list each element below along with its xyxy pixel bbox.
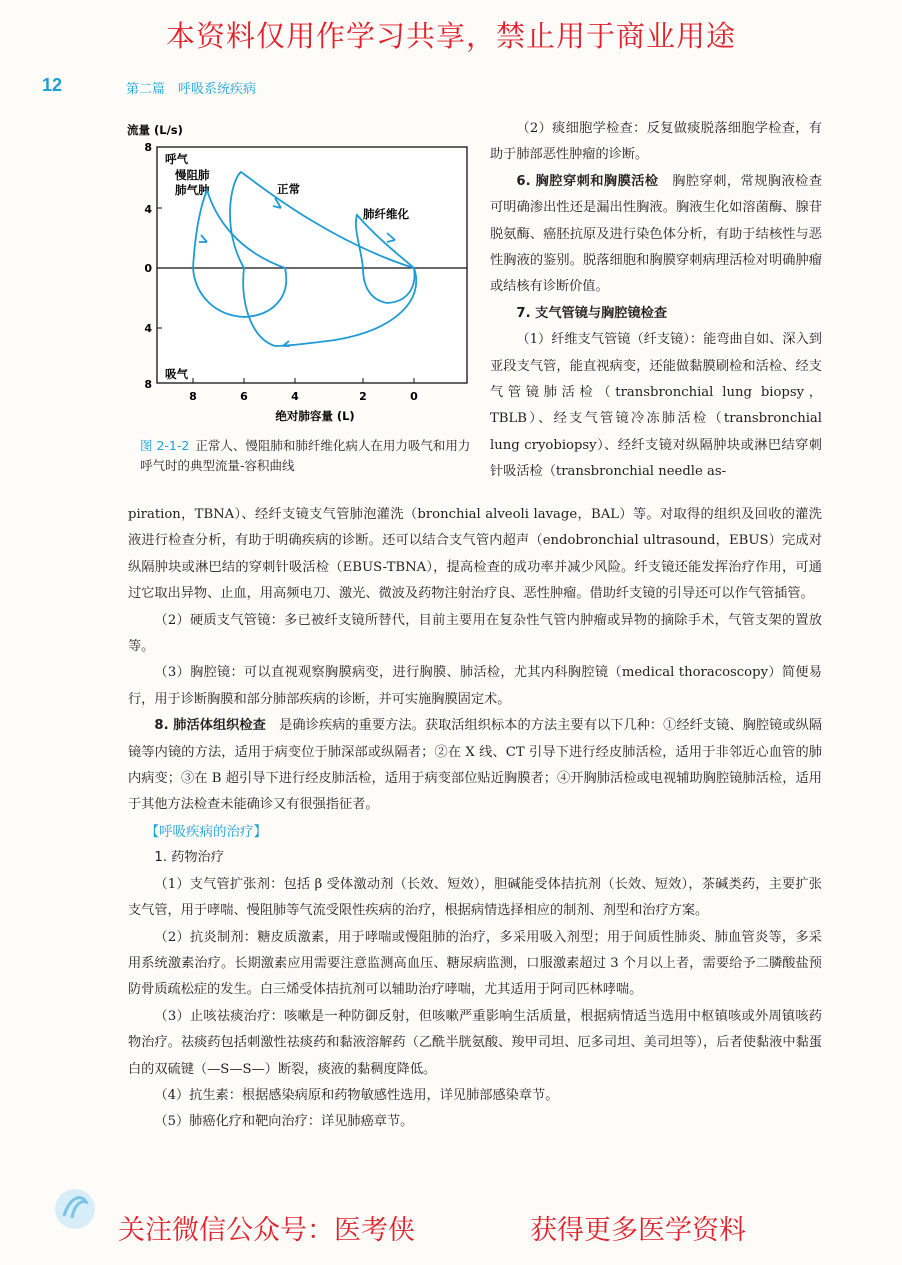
label-inspire: 吸气: [165, 367, 188, 381]
paragraph-tbna: piration，TBNA）、经纤支镜支气管肺泡灌洗（bronchial alveoli lavage，BAL）等。对取得的组织及回收的灌洗液进行检查分析，有助于明确疾病的诊断。还可以结合支气管内超声（endobronchial ultrasound，EBUS）完成对纵隔肿块或淋巴结的穿刺针吸活检（EBUS-TBNA），提高检查的成功率并减少风险。纤支镜还能发挥治疗作用，可通过它取出异物、止血，用高频电刀、激光、微波及药物注射治疗良、恶性肿瘤。借助纤支镜的引导还可以作气管插管。: [128, 507, 822, 602]
caption-text: 正常人、慢阻肺和肺纤维化病人在用力吸气和用力呼气时的典型流量-容积曲线: [140, 438, 471, 473]
watermark-bottom-right: 获得更多医学资料: [530, 1215, 746, 1246]
paragraph-thoracoscope: （3）胸腔镜：可以直视观察胸膜病变，进行胸膜、肺活检，尤其内科胸腔镜（medical thoracoscopy）简便易行，用于诊断胸膜和部分肺部疾病的诊断，并可实施胸膜固定术。: [128, 665, 822, 707]
y-tick-4-top: 4: [144, 203, 152, 216]
flow-volume-chart: [125, 120, 485, 430]
treatment-item-4: （4）抗生素：根据感染病原和药物敏感性选用，详见肺部感染章节。: [154, 1087, 559, 1103]
heading-6: 6. 胸腔穿刺和胸膜活检: [516, 173, 659, 189]
y-tick-8-top: 8: [144, 141, 152, 154]
paragraph-sputum: （2）痰细胞学检查：反复做痰脱落细胞学检查，有助于肺部恶性肿瘤的诊断。: [490, 121, 822, 163]
paragraph-biopsy: [128, 713, 822, 819]
treatment-item-5: （5）肺癌化疗和靶向治疗：详见肺癌章节。: [154, 1114, 414, 1130]
running-head: 第二篇 呼吸系统疾病: [126, 82, 257, 97]
paragraph-biopsy-text: 是确诊疾病的重要方法。获取活组织标本的方法主要有以下几种：①经纤支镜、胸腔镜或纵隔镜等内镜的方法，适用于病变位于肺深部或纵隔者；②在 X 线、CT 引导下进行经皮肺活检，适用于非邻近心血管的肺内病变；③在 B 超引导下进行经皮肺活检，适用于病变部位贴近胸膜者；④开胸肺活检或电视辅助胸腔镜肺活检，适用于其他方法检查未能确诊又有很强指征者。: [128, 718, 823, 813]
heading-8: 8. 肺活体组织检查: [154, 718, 266, 734]
paragraph-thoracentesis: [490, 169, 822, 301]
publisher-logo: [52, 1186, 98, 1232]
caption-number: 图 2-1-2: [140, 438, 190, 453]
treatment-item-3: （3）止咳祛痰治疗：咳嗽是一种防御反射，但咳嗽严重影响生活质量，根据病情适当选用中枢镇咳或外周镇咳药物治疗。祛痰药包括刺激性祛痰药和黏液溶解药（乙酰半胱氨酸、羧甲司坦、厄多司坦、美司坦等），后者使黏液中黏蛋白的双硫键（—S—S—）断裂，痰液的黏稠度降低。: [128, 1008, 822, 1077]
label-expire: 呼气: [165, 152, 188, 166]
main-text: [128, 502, 822, 1136]
watermark-top: 本资料仅用作学习共享，禁止用于商业用途: [165, 19, 736, 53]
x-tick-8: 8: [189, 390, 197, 403]
drug-therapy-heading: 1. 药物治疗: [154, 850, 224, 866]
label-copd: 慢阻肺: [175, 168, 210, 182]
x-tick-0: 0: [410, 390, 418, 403]
figure-caption: [140, 436, 480, 476]
treatment-item-1: （1）支气管扩张剂：包括 β 受体激动剂（长效、短效），胆碱能受体拮抗剂（长效、短效），茶碱类药，主要扩张支气管，用于哮喘、慢阻肺等气流受限性疾病的治疗，根据病情选择相应的制剂、剂型和治疗方案。: [128, 876, 822, 919]
y-tick-0: 0: [144, 262, 152, 275]
x-tick-4: 4: [291, 390, 299, 403]
label-emphysema: 肺气肿: [175, 183, 210, 197]
treatment-item-2: （2）抗炎制剂：糖皮质激素，用于哮喘或慢阻肺的治疗，多采用吸入剂型；用于间质性肺炎、肺血管炎等，多采用系统激素治疗。长期激素应用需要注意监测高血压、糖尿病监测，口服激素超过 3 个月以上者，需要给予二膦酸盐预防骨质疏松症的发生。白三烯受体拮抗剂可以辅助治疗哮喘，尤其适用于阿司匹林哮喘。: [128, 929, 822, 998]
right-column: [490, 116, 822, 486]
y-tick-8-bottom: 8: [144, 378, 152, 391]
page-number: 12: [42, 75, 63, 95]
watermark-bottom-left: 关注微信公众号：医考侠: [118, 1215, 415, 1246]
y-tick-4-bottom: 4: [144, 322, 152, 335]
label-normal: 正常: [277, 182, 300, 196]
paragraph-fiberoptic: （1）纤维支气管镜（纤支镜）：能弯曲自如、深入到亚段支气管，能直视病变，还能做黏膜刷检和活检、经支气管镜肺活检（transbronchial lung biopsy，TBLB）、经支气管镜冷冻肺活检（transbronchial lung cryobiopsy）、经纤支镜对纵隔肿块或淋巴结穿刺针吸活检（transbronchial needle as-: [490, 332, 822, 480]
paragraph-rigid-bronchoscope: （2）硬质支气管镜：多已被纤支镜所替代，目前主要用在复杂性气管内肿瘤或异物的摘除手术，气管支架的置放等。: [128, 612, 822, 655]
heading-7: 7. 支气管镜与胸腔镜检查: [516, 305, 668, 321]
x-axis-label: 绝对肺容量 (L): [275, 409, 355, 423]
x-tick-6: 6: [240, 390, 248, 403]
label-fibrosis: 肺纤维化: [363, 207, 409, 221]
x-tick-2: 2: [359, 390, 367, 403]
y-axis-label: 流量 (L/s): [127, 123, 183, 137]
paragraph-thoracentesis-text: 胸腔穿刺，常规胸液检查可明确渗出性还是漏出性胸液。胸液生化如溶菌酶、腺苷脱氨酶、癌胚抗原及进行染色体分析，有助于结核性与恶性胸液的鉴别。脱落细胞和胸膜穿刺病理活检对明确肿瘤或结核有诊断价值。: [490, 173, 823, 295]
treatment-heading: 【呼吸疾病的治疗】: [145, 823, 268, 840]
